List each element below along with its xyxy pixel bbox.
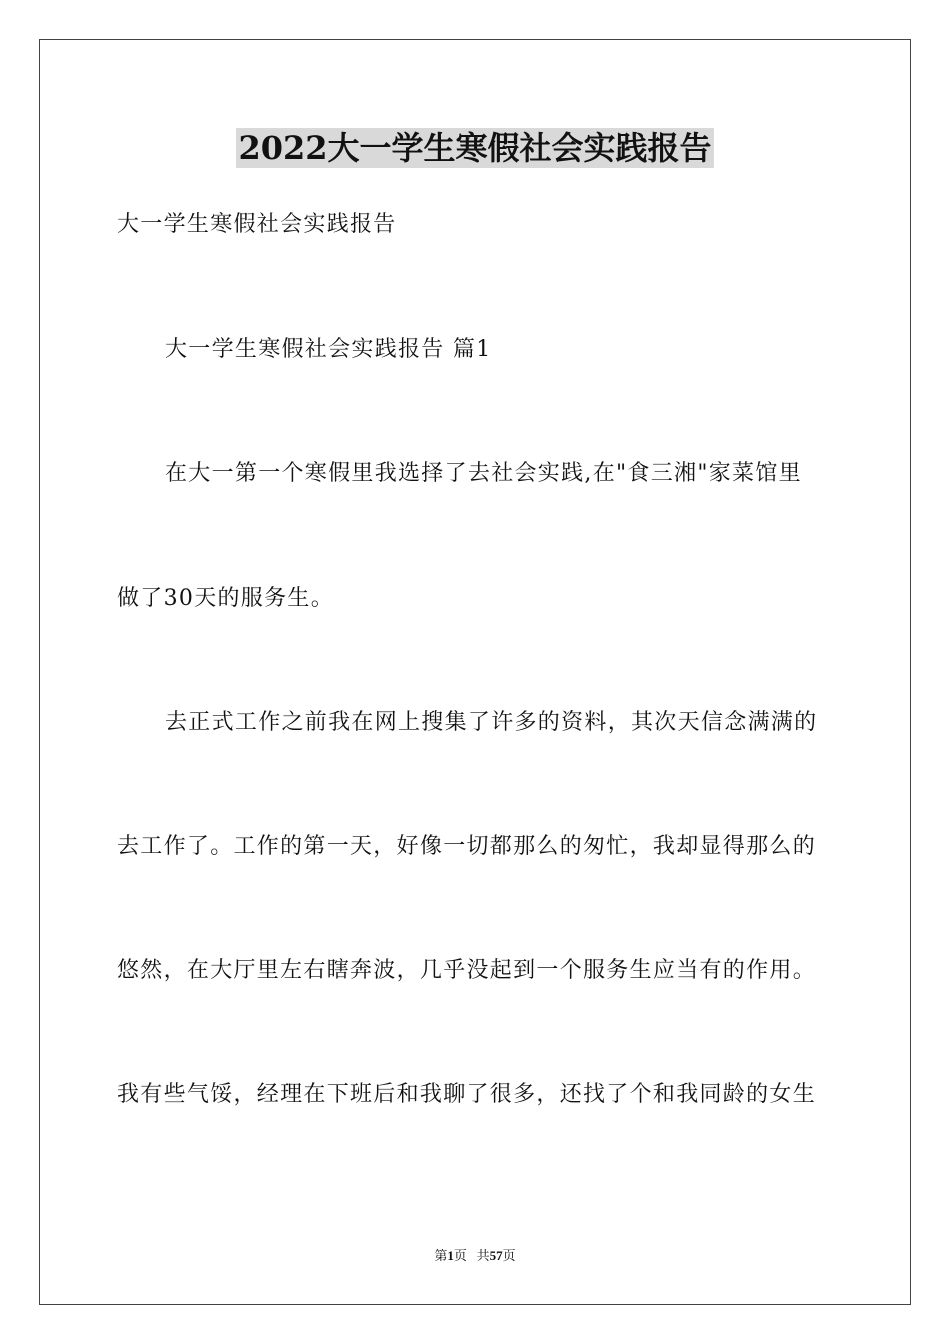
paragraph-line: 在大一第一个寒假里我选择了去社会实践,在"食三湘"家菜馆里 — [165, 461, 802, 486]
page-number: 1 — [447, 1248, 454, 1263]
paragraph-line: 我有些气馁，经理在下班后和我聊了很多，还找了个和我同龄的女生 — [117, 1082, 817, 1107]
paragraph-line: 悠然，在大厅里左右瞎奔波，几乎没起到一个服务生应当有的作用。 — [117, 958, 817, 983]
total-suffix: 页 — [502, 1248, 516, 1263]
document-title: 2022大一学生寒假社会实践报告 — [238, 129, 712, 167]
page-prefix: 第 — [434, 1248, 448, 1263]
section-heading: 大一学生寒假社会实践报告 篇1 — [165, 337, 492, 362]
total-pages: 57 — [489, 1248, 503, 1263]
paragraph-line: 去工作了。工作的第一天，好像一切都那么的匆忙，我却显得那么的 — [117, 834, 817, 859]
total-prefix: 共 — [476, 1248, 490, 1263]
paragraph-line: 去正式工作之前我在网上搜集了许多的资料，其次天信念满满的 — [165, 710, 818, 735]
subtitle-line: 大一学生寒假社会实践报告 — [117, 212, 397, 237]
page-footer — [0, 1248, 950, 1264]
paragraph-line: 做了30天的服务生。 — [117, 586, 334, 611]
title-container — [0, 128, 950, 168]
page-suffix: 页 — [453, 1248, 467, 1263]
